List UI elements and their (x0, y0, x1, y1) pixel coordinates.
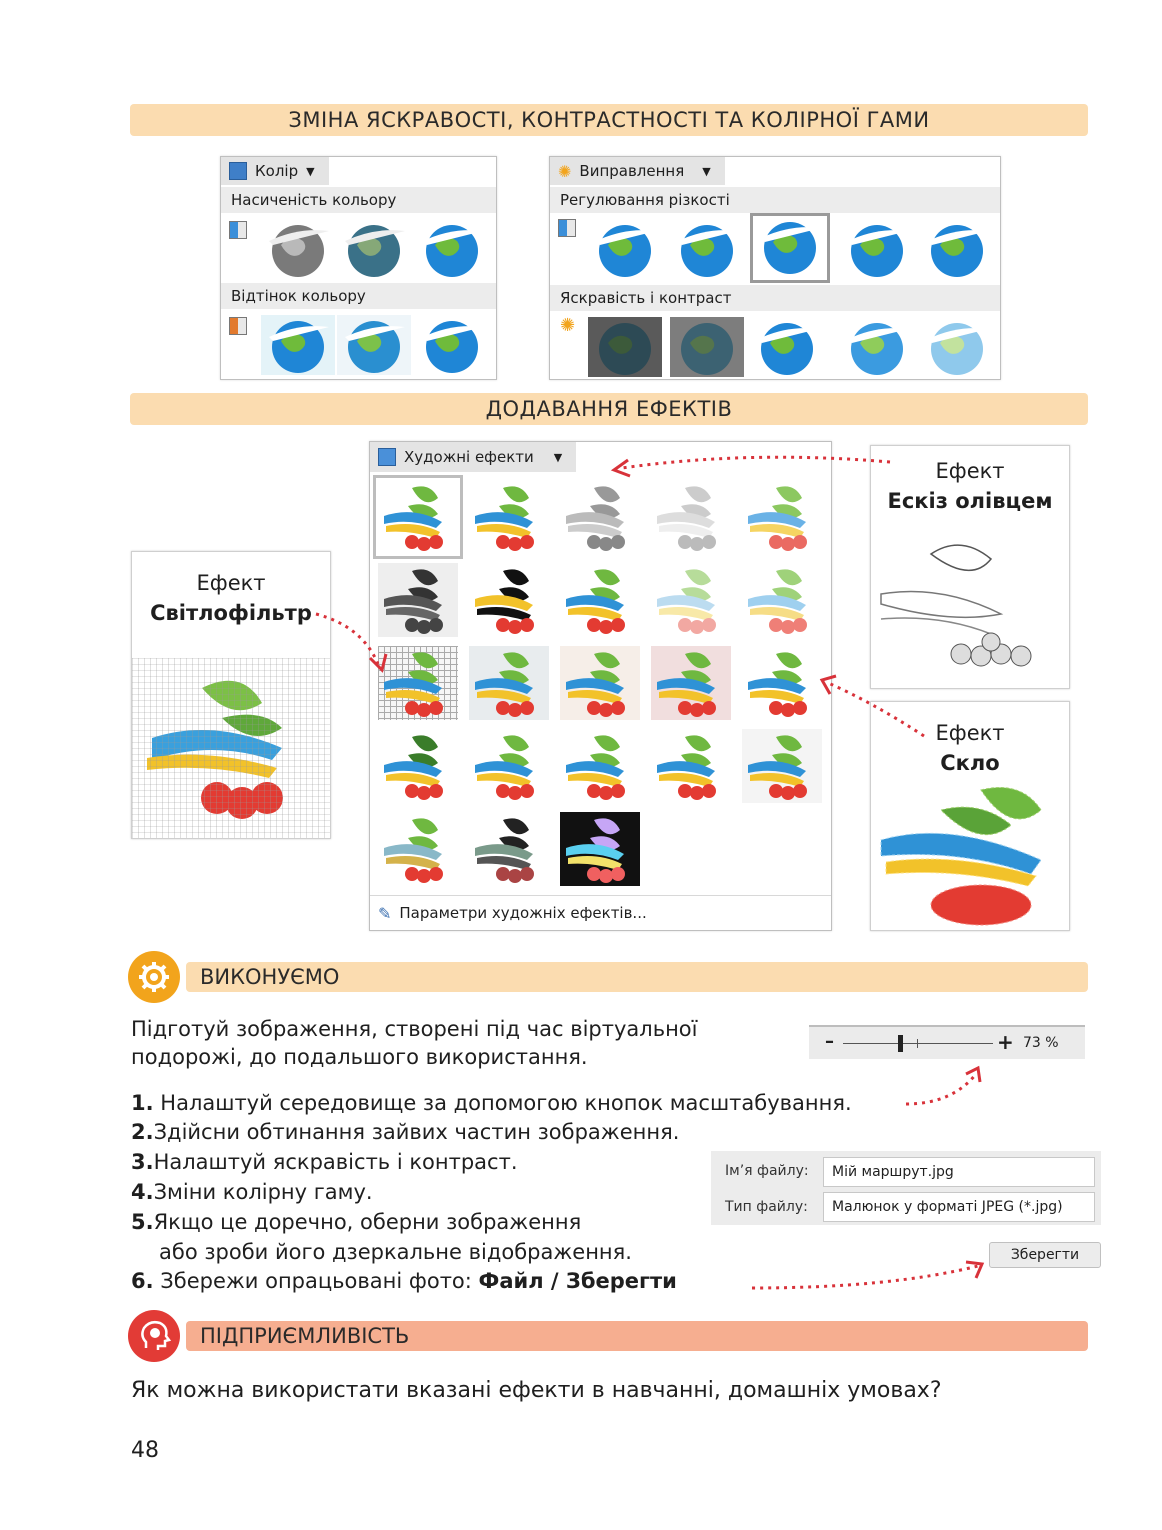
step-2 (131, 1117, 679, 1147)
earth-icon (670, 317, 744, 377)
artistic-effect-thumb[interactable] (742, 563, 822, 637)
callout-filter-line1: Ефект (196, 571, 266, 595)
earth-icon (415, 315, 489, 375)
step-number: 2. (131, 1120, 154, 1144)
save-button[interactable]: Зберегти (989, 1242, 1101, 1268)
callout-glass-line1: Ефект (935, 721, 1005, 745)
flower-icon (742, 646, 822, 720)
step-5-continued: або зроби його дзеркальне відображення. (159, 1240, 632, 1264)
color-tab[interactable] (221, 157, 329, 185)
callout-glass-line2: Скло (940, 751, 1000, 775)
enterprise-section-title: ПІДПРИЄМЛИВІСТЬ (200, 1324, 410, 1348)
filename-label: Ім’я файлу: (725, 1163, 809, 1179)
sharpness-thumb-0[interactable] (588, 219, 662, 279)
filetype-field[interactable]: Малюнок у форматі JPEG (*.jpg) (823, 1192, 1095, 1222)
step-number: 3. (131, 1150, 154, 1174)
flower-icon (560, 480, 640, 554)
step-text: Зміни колірну гаму. (153, 1180, 373, 1204)
zoom-out-button[interactable]: – (825, 1031, 834, 1052)
flower-icon (742, 480, 822, 554)
artistic-effects-icon (378, 448, 396, 466)
head-lightbulb-icon (136, 1318, 172, 1354)
brightness-label: Яскравість і контраст (560, 289, 732, 307)
flower-icon (469, 480, 549, 554)
artistic-effect-thumb[interactable] (378, 812, 458, 886)
brightness-thumb-3[interactable] (840, 317, 914, 377)
saturation-thumb-2[interactable] (415, 219, 489, 279)
brightness-thumb-2[interactable] (750, 317, 824, 377)
saturation-row-label (221, 187, 496, 213)
earth-icon (750, 317, 824, 377)
earth-icon (840, 317, 914, 377)
tint-thumb-1[interactable] (337, 315, 411, 375)
flower-icon (469, 812, 549, 886)
zoom-thumb[interactable] (898, 1035, 903, 1052)
chevron-down-icon: ▼ (553, 450, 563, 464)
earth-icon (920, 219, 994, 279)
earth-icon (840, 219, 914, 279)
sharpness-row-label (550, 187, 1000, 213)
earth-icon (920, 317, 994, 377)
flower-icon (651, 480, 731, 554)
artistic-effects-tab-label: Художні ефекти (404, 448, 534, 466)
sun-icon[interactable]: ✺ (560, 315, 576, 336)
gear-bullet (128, 951, 180, 1003)
step-number: 1. (131, 1091, 154, 1115)
tint-thumb-2[interactable] (415, 315, 489, 375)
artistic-effect-thumb[interactable] (651, 480, 731, 554)
tint-row-label (221, 283, 496, 309)
arrow-save (750, 1258, 990, 1298)
filetype-label: Тип файлу: (725, 1199, 808, 1215)
tint-label: Відтінок кольору (231, 287, 366, 305)
flower-icon (469, 729, 549, 803)
glass-effect-image (871, 780, 1069, 930)
step-number: 5. (131, 1210, 154, 1234)
brush-icon: ✎ (378, 903, 392, 923)
step-number: 4. (131, 1180, 154, 1204)
earth-icon (753, 216, 827, 276)
sharpness-thumb-4[interactable] (920, 219, 994, 279)
step-text: Здійсни обтинання зайвих частин зображення. (153, 1120, 680, 1144)
step-3 (131, 1147, 518, 1177)
do-section-title: ВИКОНУЄМО (200, 965, 340, 989)
sharpness-thumb-3[interactable] (840, 219, 914, 279)
flower-icon (560, 646, 640, 720)
artistic-effect-thumb[interactable] (469, 480, 549, 554)
zoom-track[interactable] (843, 1043, 993, 1044)
artistic-effect-thumb[interactable] (378, 729, 458, 803)
step-number: 6. (131, 1269, 154, 1293)
artistic-effect-thumb[interactable] (560, 812, 640, 886)
section-title-effects (130, 393, 1088, 425)
earth-icon (670, 219, 744, 279)
callout-pencil-line1: Ефект (935, 459, 1005, 483)
correction-tab-label: Виправлення (579, 162, 685, 180)
artistic-effects-tab[interactable] (370, 442, 576, 472)
section-title-text: ДОДАВАННЯ ЕФЕКТІВ (485, 397, 733, 421)
zoom-percent: 73 % (1023, 1035, 1059, 1051)
brightness-thumb-1[interactable] (670, 317, 744, 377)
section-title-text: ЗМІНА ЯСКРАВОСТІ, КОНТРАСТНОСТІ ТА КОЛІРНОЇ ГАМИ (288, 108, 930, 132)
step-1 (131, 1088, 852, 1118)
step-text: Якщо це доречно, оберни зображення (153, 1210, 582, 1234)
saturation-options-icon[interactable] (229, 221, 247, 239)
effects-footer[interactable] (370, 895, 831, 930)
zoom-bar (809, 1025, 1085, 1059)
earth-icon (337, 315, 411, 375)
page-number: 48 (131, 1438, 159, 1463)
tint-thumb-0[interactable] (261, 315, 335, 375)
intro-line-1: Підготуй зображення, створені під час віртуальної (131, 1017, 698, 1041)
step-5 (131, 1207, 581, 1237)
saturation-label: Насиченість кольору (231, 191, 397, 209)
sharpness-options-icon[interactable] (558, 219, 576, 237)
flower-icon (378, 480, 458, 554)
flower-icon (469, 646, 549, 720)
flower-icon (560, 812, 640, 886)
file-save-menu-path: Файл / Зберегти (478, 1269, 677, 1293)
artistic-effect-thumb[interactable] (560, 646, 640, 720)
flower-icon (560, 729, 640, 803)
earth-icon (588, 219, 662, 279)
artistic-effect-thumb[interactable] (742, 646, 822, 720)
earth-icon (588, 317, 662, 377)
sharpness-label: Регулювання різкості (560, 191, 730, 209)
tint-options-icon[interactable] (229, 317, 247, 335)
sun-icon: ✺ (558, 161, 572, 181)
chevron-down-icon: ▼ (306, 164, 315, 178)
sharpness-thumb-2-selected[interactable] (750, 213, 830, 283)
save-dialog (711, 1151, 1101, 1225)
step-text: Налаштуй яскравість і контраст. (153, 1150, 518, 1174)
arrow-filter (312, 606, 402, 676)
earth-icon (415, 219, 489, 279)
artistic-effect-thumb[interactable] (651, 563, 731, 637)
light-filter-image (132, 658, 330, 838)
color-tab-label: Колір (255, 162, 299, 180)
chevron-down-icon: ▼ (702, 164, 711, 178)
effects-options-label: Параметри художніх ефектів... (399, 904, 647, 922)
artistic-effect-thumb[interactable] (742, 480, 822, 554)
callout-filter-line2: Світлофільтр (150, 601, 312, 625)
artistic-effects-panel (369, 441, 832, 931)
pencil-sketch-image (871, 524, 1069, 684)
brightness-thumb-0[interactable] (588, 317, 662, 377)
filename-field[interactable]: Мій маршрут.jpg (823, 1157, 1095, 1187)
flower-icon (560, 563, 640, 637)
section-title-brightness (130, 104, 1088, 136)
callout-light-filter (131, 551, 331, 839)
zoom-in-button[interactable]: + (997, 1030, 1014, 1054)
sharpness-thumb-1[interactable] (670, 219, 744, 279)
correction-tab[interactable] (550, 157, 725, 185)
artistic-effect-thumb[interactable] (378, 480, 458, 554)
saturation-thumb-0[interactable] (261, 219, 335, 279)
saturation-thumb-1[interactable] (337, 219, 411, 279)
arrow-pencil (600, 448, 900, 488)
flower-icon (651, 563, 731, 637)
enterprise-question: Як можна використати вказані ефекти в навчанні, домашніх умовах? (131, 1378, 942, 1403)
artistic-effect-thumb[interactable] (651, 646, 731, 720)
flower-icon (469, 563, 549, 637)
step-text: Налаштуй середовище за допомогою кнопок масштабування. (160, 1091, 852, 1115)
artistic-effect-thumb[interactable] (560, 729, 640, 803)
artistic-effect-thumb[interactable] (560, 480, 640, 554)
callout-pencil-sketch (870, 445, 1070, 689)
flower-icon (378, 729, 458, 803)
artistic-effect-thumb[interactable] (469, 563, 549, 637)
brightness-row-label (550, 285, 1000, 311)
flower-icon (378, 812, 458, 886)
artistic-effect-thumb[interactable] (651, 729, 731, 803)
intro-line-2: подорожі, до подальшого використання. (131, 1045, 588, 1069)
earth-icon (337, 219, 411, 279)
idea-bullet (128, 1310, 180, 1362)
step-6 (131, 1266, 677, 1296)
artistic-effect-thumb[interactable] (469, 812, 549, 886)
artistic-effect-thumb[interactable] (742, 729, 822, 803)
correction-panel (549, 156, 1001, 380)
artistic-effect-thumb[interactable] (560, 563, 640, 637)
flower-icon (651, 729, 731, 803)
earth-icon (261, 315, 335, 375)
flower-icon (651, 646, 731, 720)
step-4 (131, 1177, 373, 1207)
artistic-effect-thumb[interactable] (469, 729, 549, 803)
flower-icon (742, 729, 822, 803)
callout-pencil-line2: Ескіз олівцем (887, 489, 1053, 513)
brightness-thumb-4[interactable] (920, 317, 994, 377)
step-text: Збережи опрацьовані фото: (160, 1269, 479, 1293)
flower-icon (742, 563, 822, 637)
arrow-zoom (902, 1064, 992, 1114)
arrow-glass (812, 672, 932, 742)
picture-color-icon (229, 162, 247, 180)
color-panel (220, 156, 497, 380)
gear-icon (137, 960, 171, 994)
artistic-effect-thumb[interactable] (469, 646, 549, 720)
earth-icon (261, 219, 335, 279)
zoom-center-tick (917, 1039, 918, 1048)
enterprise-section-bar (186, 1321, 1088, 1351)
do-section-bar (186, 962, 1088, 992)
